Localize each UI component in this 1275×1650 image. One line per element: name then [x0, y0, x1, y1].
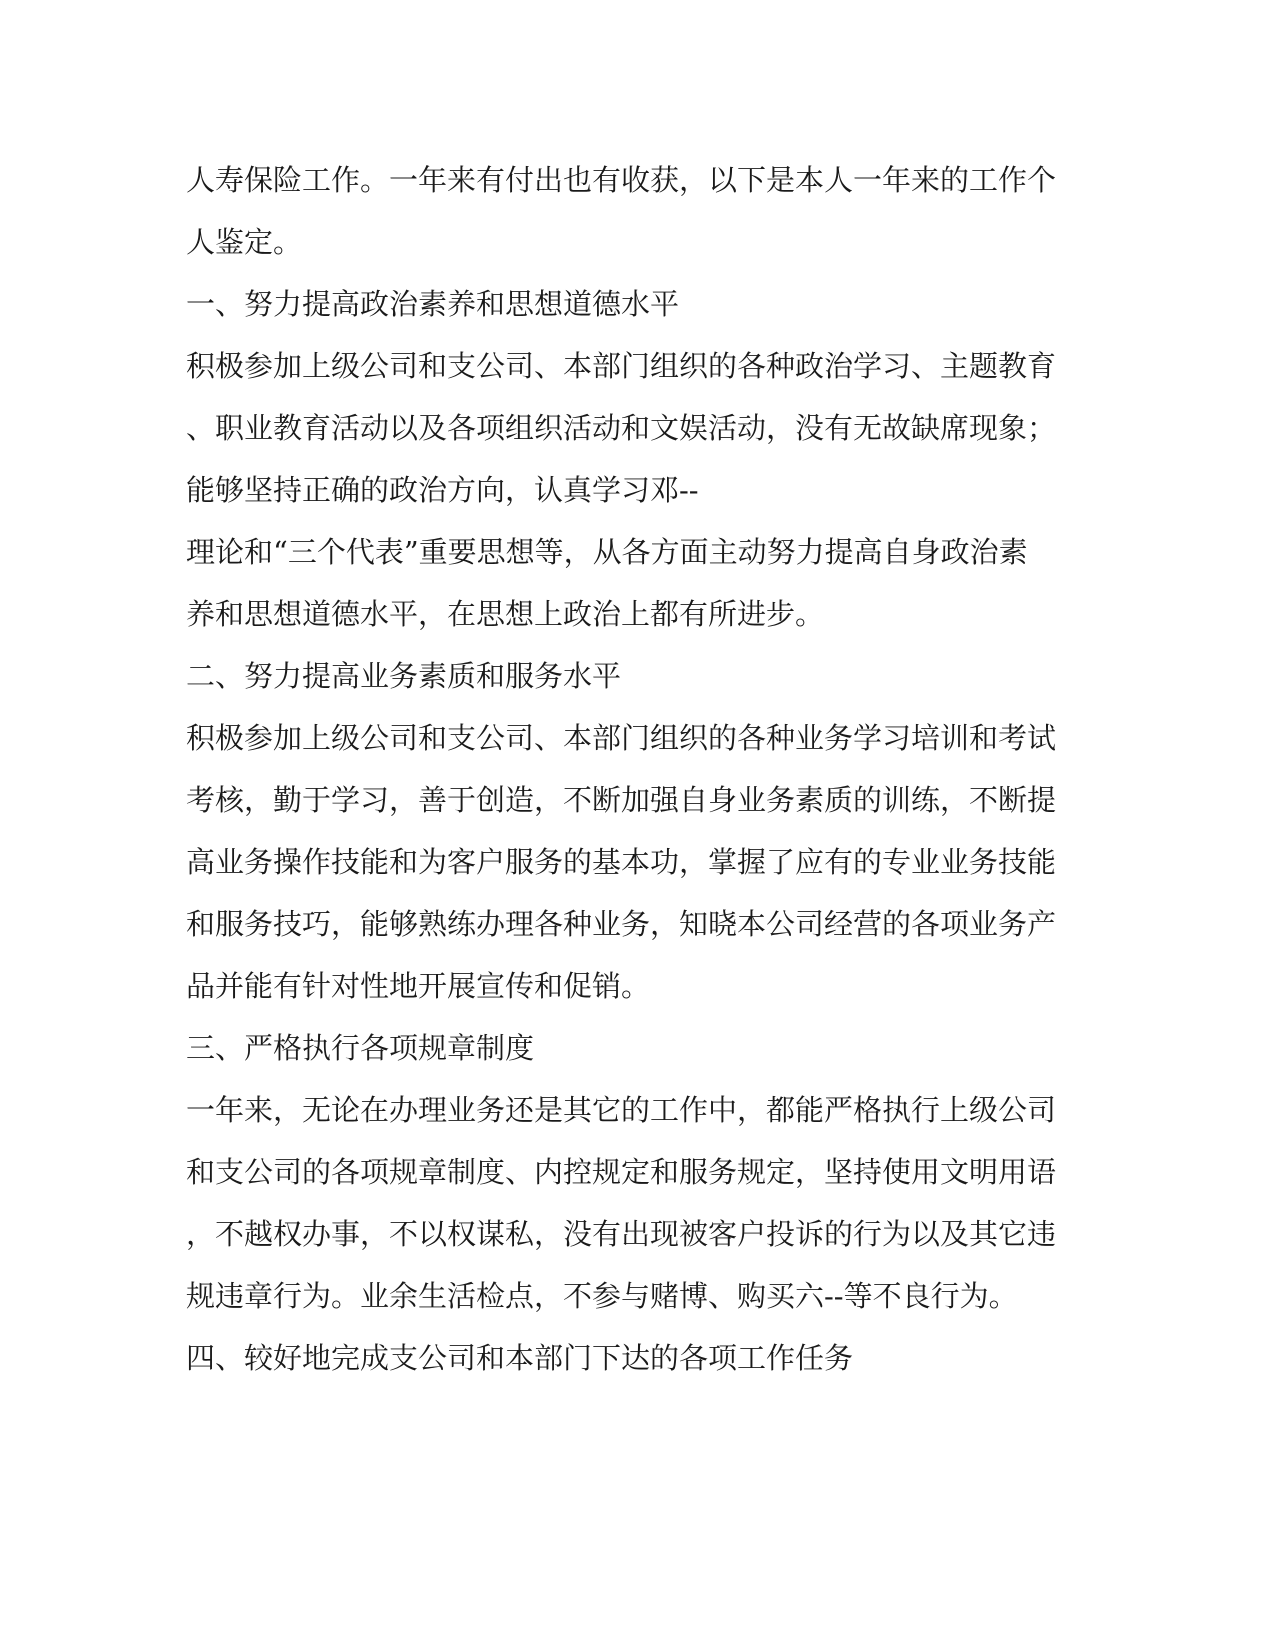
section-heading-3: 三、严格执行各项规章制度 — [186, 1031, 535, 1065]
body-text-line: 、职业教育活动以及各项组织活动和文娱活动，没有无故缺席现象； — [186, 411, 1057, 445]
body-text-line: 人鉴定。 — [186, 225, 303, 259]
section-heading-2: 二、努力提高业务素质和服务水平 — [186, 659, 622, 693]
body-text-line: 高业务操作技能和为客户服务的基本功，掌握了应有的专业业务技能 — [186, 845, 1057, 879]
body-text-line: 和支公司的各项规章制度、内控规定和服务规定，坚持使用文明用语 — [186, 1155, 1057, 1189]
body-text-line: 人寿保险工作。一年来有付出也有收获，以下是本人一年来的工作个 — [186, 163, 1057, 197]
body-text-line: 品并能有针对性地开展宣传和促销。 — [186, 969, 651, 1003]
section-heading-4: 四、较好地完成支公司和本部门下达的各项工作任务 — [186, 1341, 854, 1375]
body-text-line: 养和思想道德水平，在思想上政治上都有所进步。 — [186, 597, 825, 631]
body-text-line: 积极参加上级公司和支公司、本部门组织的各种业务学习培训和考试 — [186, 721, 1057, 755]
body-text-line: 和服务技巧，能够熟练办理各种业务，知晓本公司经营的各项业务产 — [186, 907, 1057, 941]
body-text-line: 能够坚持正确的政治方向，认真学习邓-- — [186, 473, 699, 507]
body-text-line: 考核，勤于学习，善于创造，不断加强自身业务素质的训练，不断提 — [186, 783, 1057, 817]
body-text-line: 规违章行为。业余生活检点，不参与赌博、购买六--等不良行为。 — [186, 1279, 1018, 1313]
section-heading-1: 一、努力提高政治素养和思想道德水平 — [186, 287, 680, 321]
body-text-line: 理论和“三个代表”重要思想等，从各方面主动努力提高自身政治素 — [186, 535, 1028, 569]
body-text-line: ，不越权办事，不以权谋私，没有出现被客户投诉的行为以及其它违 — [186, 1217, 1057, 1251]
body-text-line: 一年来，无论在办理业务还是其它的工作中，都能严格执行上级公司 — [186, 1093, 1057, 1127]
body-text-line: 积极参加上级公司和支公司、本部门组织的各种政治学习、主题教育 — [186, 349, 1057, 383]
